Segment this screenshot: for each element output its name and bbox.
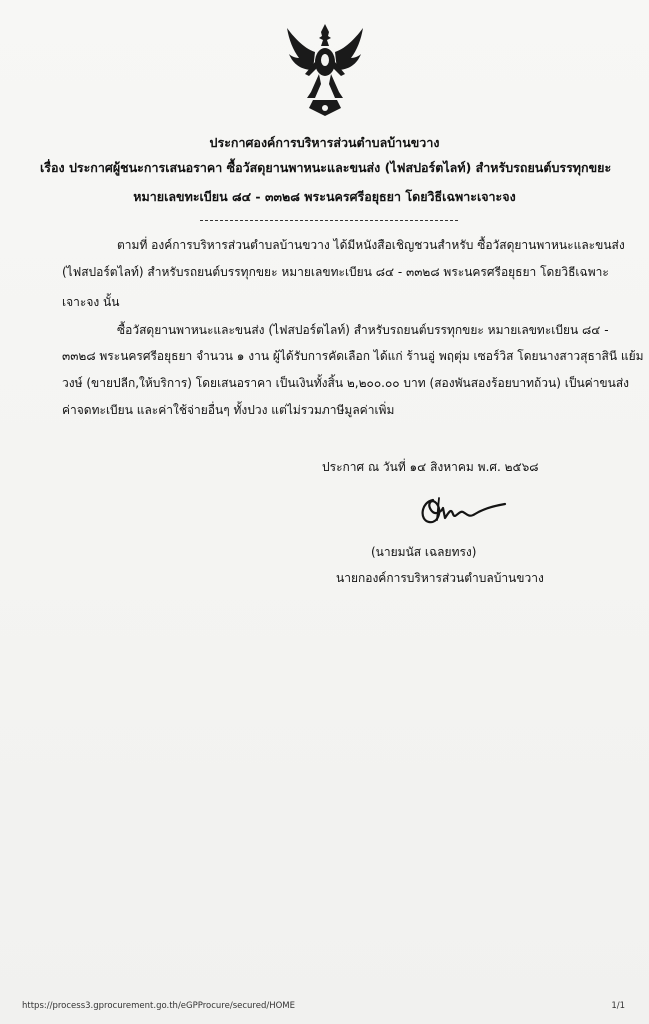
signer-title: นายกองค์การบริหารส่วนตำบลบ้านขวาง: [336, 571, 544, 585]
paragraph2-line2: ๓๓๒๘ พระนครศรีอยุธยา จำนวน ๑ งาน ผู้ได้รับการคัดเลือก ได้แก่ ร้านอู่ พฤตุ่ม เซอร์วิส โดยนางสาวสุธาสินี แย้ม: [62, 349, 644, 363]
announcement-date: ประกาศ ณ วันที่ ๑๔ สิงหาคม พ.ศ. ๒๕๖๘: [322, 460, 539, 474]
paragraph2-line1: ซื้อวัสดุยานพาหนะและขนส่ง (ไฟสปอร์ตไลท์) สำหรับรถยนต์บรรทุกขยะ หมายเลขทะเบียน ๘๔ -: [117, 323, 609, 337]
document-subject-line1: เรื่อง ประกาศผู้ชนะการเสนอราคา ซื้อวัสดุยานพาหนะและขนส่ง (ไฟสปอร์ตไลท์) สำหรับรถยนต์บรรทุกขยะ: [40, 160, 612, 175]
footer-page-number: 1/1: [611, 1001, 625, 1011]
paragraph1-line1: ตามที่ องค์การบริหารส่วนตำบลบ้านขวาง ได้มีหนังสือเชิญชวนสำหรับ ซื้อวัสดุยานพาหนะและขนส่ง: [117, 238, 625, 252]
footer-url: https://process3.gprocurement.go.th/eGPProcure/secured/HOME: [22, 1001, 295, 1011]
garuda-emblem-icon: [283, 22, 367, 118]
paragraph1-line3: เจาะจง นั้น: [62, 295, 120, 309]
signature-icon: [413, 490, 509, 532]
paragraph1-line2: (ไฟสปอร์ตไลท์) สำหรับรถยนต์บรรทุกขยะ หมายเลขทะเบียน ๘๔ - ๓๓๒๘ พระนครศรีอยุธยา โดยวิธีเฉพาะ: [62, 265, 609, 279]
heading-divider: [200, 220, 458, 221]
document-subject-line2: หมายเลขทะเบียน ๘๔ - ๓๓๒๘ พระนครศรีอยุธยา โดยวิธีเฉพาะเจาะจง: [133, 189, 516, 204]
document-heading: ประกาศองค์การบริหารส่วนตำบลบ้านขวาง: [209, 135, 440, 150]
paragraph2-line4: ค่าจดทะเบียน และค่าใช้จ่ายอื่นๆ ทั้งปวง แต่ไม่รวมภาษีมูลค่าเพิ่ม: [62, 403, 395, 417]
signer-name: (นายมนัส เฉลยทรง): [371, 545, 477, 559]
paragraph2-line3: วงษ์ (ขายปลีก,ให้บริการ) โดยเสนอราคา เป็นเงินทั้งสิ้น ๒,๒๐๐.๐๐ บาท (สองพันสองร้อยบาทถ้วน) เป็นค่าขนส่ง: [62, 376, 630, 390]
